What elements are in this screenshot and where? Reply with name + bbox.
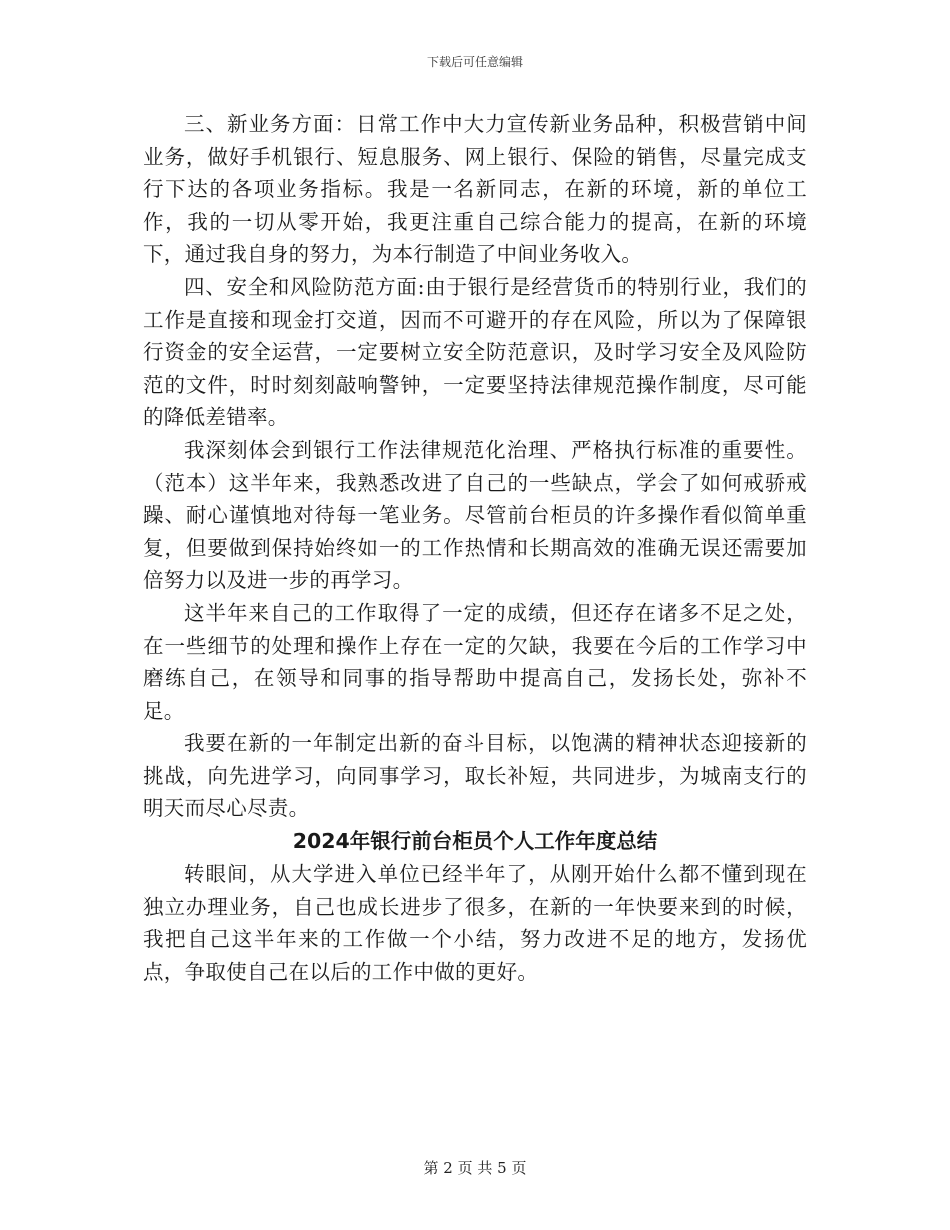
- paragraph-goals: 我要在新的一年制定出新的奋斗目标，以饱满的精神状态迎接新的挑战，向先进学习，向同事学习，取长补短，共同进步，为城南支行的明天而尽心尽责。: [143, 731, 807, 821]
- document-body: [143, 108, 807, 988]
- paragraph-intro: 转眼间，从大学进入单位已经半年了，从刚开始什么都不懂到现在独立办理业务，自己也成长进步了很多，在新的一年快要来到的时候，我把自己这半年来的工作做一个小结，努力改进不足的地方，发扬优点，争取使自己在以后的工作中做的更好。: [143, 862, 807, 984]
- page-footer: 第 2 页 共 5 页: [423, 1159, 527, 1177]
- section-title: 2024年银行前台柜员个人工作年度总结: [292, 829, 658, 854]
- paragraph-shortcomings: 这半年来自己的工作取得了一定的成绩，但还存在诸多不足之处，在一些细节的处理和操作上存在一定的欠缺，我要在今后的工作学习中磨练自己，在领导和同事的指导帮助中提高自己，发扬长处，弥补不足。: [143, 600, 807, 723]
- paragraph-security-risk: 四、安全和风险防范方面:由于银行是经营货币的特别行业，我们的工作是直接和现金打交道，因而不可避开的存在风险，所以为了保障银行资金的安全运营，一定要树立安全防范意识，及时学习安全及风险防范的文件，时时刻刻敲响警钟，一定要坚持法律规范操作制度，尽可能的降低差错率。: [143, 274, 807, 430]
- page-header: 下载后可任意编辑: [426, 55, 523, 69]
- paragraph-new-business: 三、新业务方面：日常工作中大力宣传新业务品种，积极营销中间业务，做好手机银行、短息服务、网上银行、保险的销售，尽量完成支行下达的各项业务指标。我是一名新同志，在新的环境，新的单位工作，我的一切从零开始，我更注重自己综合能力的提高，在新的环境下，通过我自身的努力，为本行制造了中间业务收入。: [143, 112, 807, 267]
- paragraph-reflection: 我深刻体会到银行工作法律规范化治理、严格执行标准的重要性。（范本）这半年来，我熟悉改进了自己的一些缺点，学会了如何戒骄戒躁、耐心谨慎地对待每一笔业务。尽管前台柜员的许多操作看似简单重复，但要做到保持始终如一的工作热情和长期高效的准确无误还需要加倍努力以及进一步的再学习。: [143, 437, 807, 593]
